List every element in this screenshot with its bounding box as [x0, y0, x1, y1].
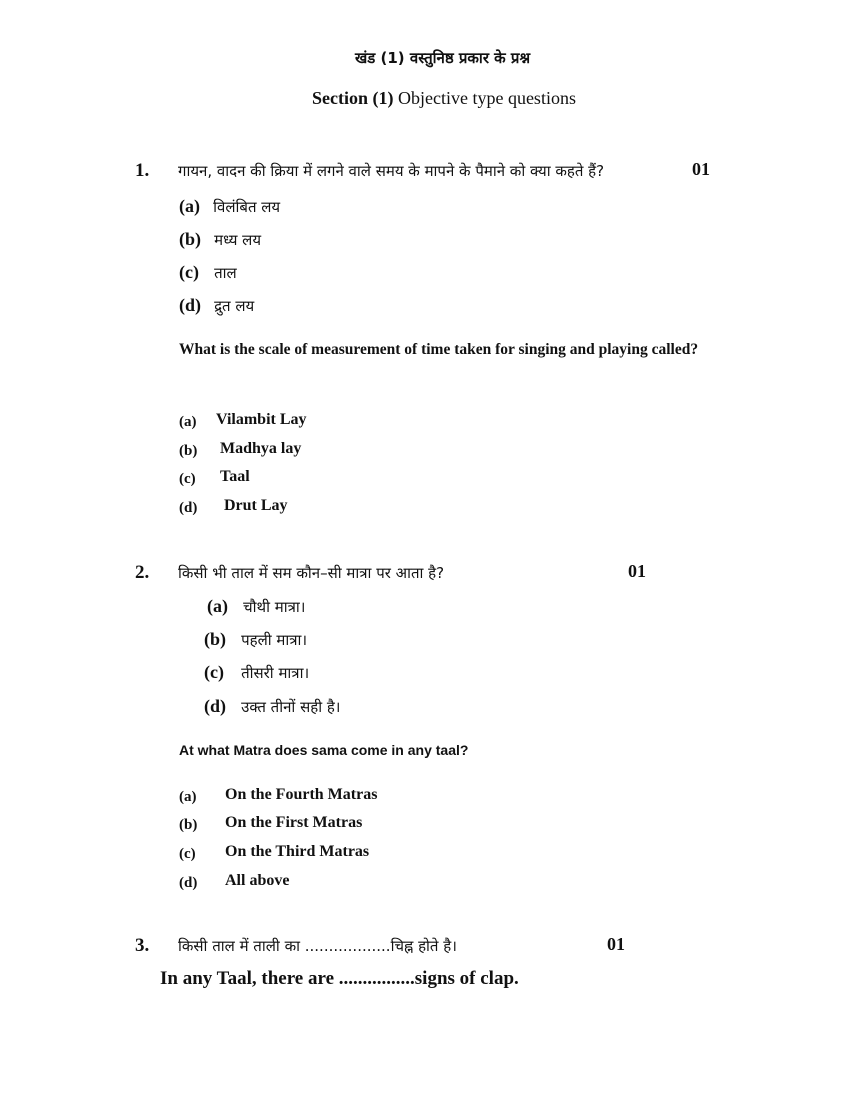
option-label: (c) — [179, 262, 199, 282]
q2-hindi-option-a — [207, 596, 305, 617]
option-label: (a) — [179, 196, 200, 216]
option-text: द्रुत लय — [214, 297, 255, 315]
q2-english-option-c — [179, 843, 370, 863]
option-label: (a) — [179, 789, 197, 805]
q1-hindi-option-d — [179, 295, 254, 316]
option-text: तीसरी मात्रा। — [241, 664, 310, 682]
q2-english-option-d — [179, 872, 290, 892]
q1-hindi-option-b — [179, 229, 261, 250]
q2-hindi-option-b — [204, 629, 307, 650]
q3-hindi-question: किसी ताल में ताली का ..................चिह्न होते है। — [178, 937, 457, 955]
hindi-section-title: खंड (1) वस्तुनिष्ठ प्रकार के प्रश्न — [355, 49, 531, 67]
q2-english-question: At what Matra does sama come in any taal? — [179, 742, 469, 758]
option-text: On the Third Matras — [225, 843, 370, 860]
q2-hindi-option-c — [204, 662, 309, 683]
option-label: (d) — [179, 875, 198, 891]
option-label: (b) — [179, 443, 198, 459]
q2-english-option-b — [179, 814, 363, 834]
option-label: (a) — [207, 596, 228, 616]
q3-marks: 01 — [607, 934, 625, 954]
option-text: मध्य लय — [214, 231, 262, 249]
q1-english-option-a — [179, 411, 307, 431]
section-subtitle: Objective type questions — [393, 88, 576, 108]
q2-english-option-a — [179, 786, 378, 806]
q1-english-question: What is the scale of measurement of time taken for singing and playing called? — [179, 341, 699, 358]
q3-english-question: In any Taal, there are ................signs of clap. — [160, 968, 519, 989]
q2-number: 2. — [135, 562, 150, 583]
english-section-title — [312, 88, 576, 109]
option-text: On the First Matras — [225, 814, 363, 831]
q1-number: 1. — [135, 160, 150, 181]
q3-number: 3. — [135, 935, 150, 956]
option-text: On the Fourth Matras — [225, 786, 378, 803]
option-text: Vilambit Lay — [216, 411, 307, 428]
q1-english-option-c — [179, 468, 250, 488]
option-text: Taal — [220, 468, 250, 485]
q2-hindi-option-d — [204, 696, 341, 717]
option-label: (b) — [179, 817, 198, 833]
q1-hindi-option-a — [179, 196, 280, 217]
q1-english-option-d — [179, 497, 288, 517]
option-label: (c) — [179, 846, 196, 862]
option-label: (d) — [204, 696, 226, 716]
option-label: (b) — [179, 229, 201, 249]
option-label: (c) — [204, 662, 224, 682]
option-label: (d) — [179, 500, 198, 516]
option-label: (d) — [179, 295, 201, 315]
option-text: विलंबित लय — [213, 198, 281, 216]
q2-marks: 01 — [628, 561, 646, 581]
option-label: (a) — [179, 414, 197, 430]
q1-english-option-b — [179, 440, 302, 460]
option-label: (b) — [204, 629, 226, 649]
q1-hindi-option-c — [179, 262, 237, 283]
option-text: उक्त तीनों सही है। — [241, 698, 341, 716]
option-text: Madhya lay — [220, 440, 302, 457]
option-text: ताल — [214, 264, 237, 282]
section-label: Section (1) — [312, 88, 394, 108]
option-text: Drut Lay — [224, 497, 288, 514]
option-label: (c) — [179, 471, 196, 487]
option-text: पहली मात्रा। — [241, 631, 308, 649]
q1-hindi-question: गायन, वादन की क्रिया में लगने वाले समय के मापने के पैमाने को क्या कहते हैं? — [178, 162, 605, 180]
q2-hindi-question: किसी भी ताल में सम कौन–सी मात्रा पर आता है? — [178, 564, 445, 582]
option-text: All above — [225, 872, 290, 889]
q1-marks: 01 — [692, 159, 710, 179]
option-text: चौथी मात्रा। — [243, 598, 306, 616]
